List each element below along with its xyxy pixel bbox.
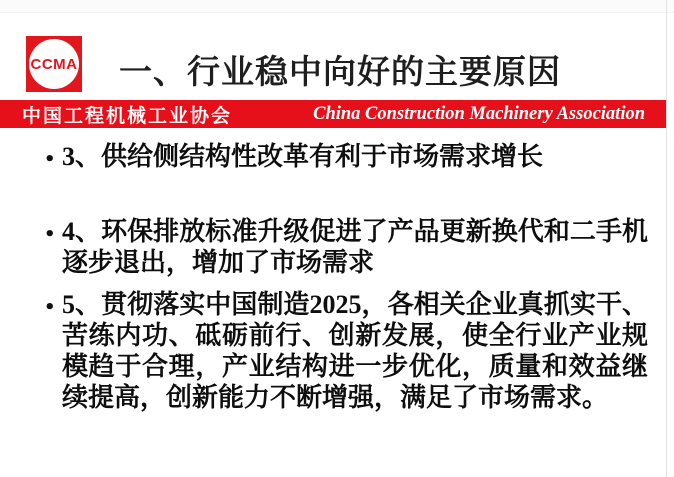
slide-body [0,128,652,413]
bullet-item-3 [0,141,648,172]
association-banner [0,100,666,128]
bullet-text: 3、供给侧结构性改革有利于市场需求增长 [62,142,544,171]
slide-right-edge [666,0,667,477]
slide-title: 一、行业稳中向好的主要原因 [119,53,561,90]
bullet-item-4 [0,216,648,278]
bullet-dot: • [44,149,56,170]
bullet-text: 4、环保排放标准升级促进了产品更新换代和二手机逐步退出，增加了市场需求 [62,217,648,277]
slide-top-edge [0,0,674,13]
bullet-item-5 [0,289,648,413]
bullet-dot: • [44,224,56,245]
association-name-chinese: 中国工程机械工业协会 [22,105,233,127]
association-name-english: China Construction Machinery Association [313,103,645,124]
ccma-logo-text: CCMA [30,55,78,73]
bullet-dot: • [44,297,56,318]
bullet-text: 5、贯彻落实中国制造2025，各相关企业真抓实干、苦练内功、砥砺前行、创新发展，使全行业产业规模趋于合理，产业结构进一步优化，质量和效益继续提高，创新能力不断增强，满足了市场需求。 [62,290,648,412]
